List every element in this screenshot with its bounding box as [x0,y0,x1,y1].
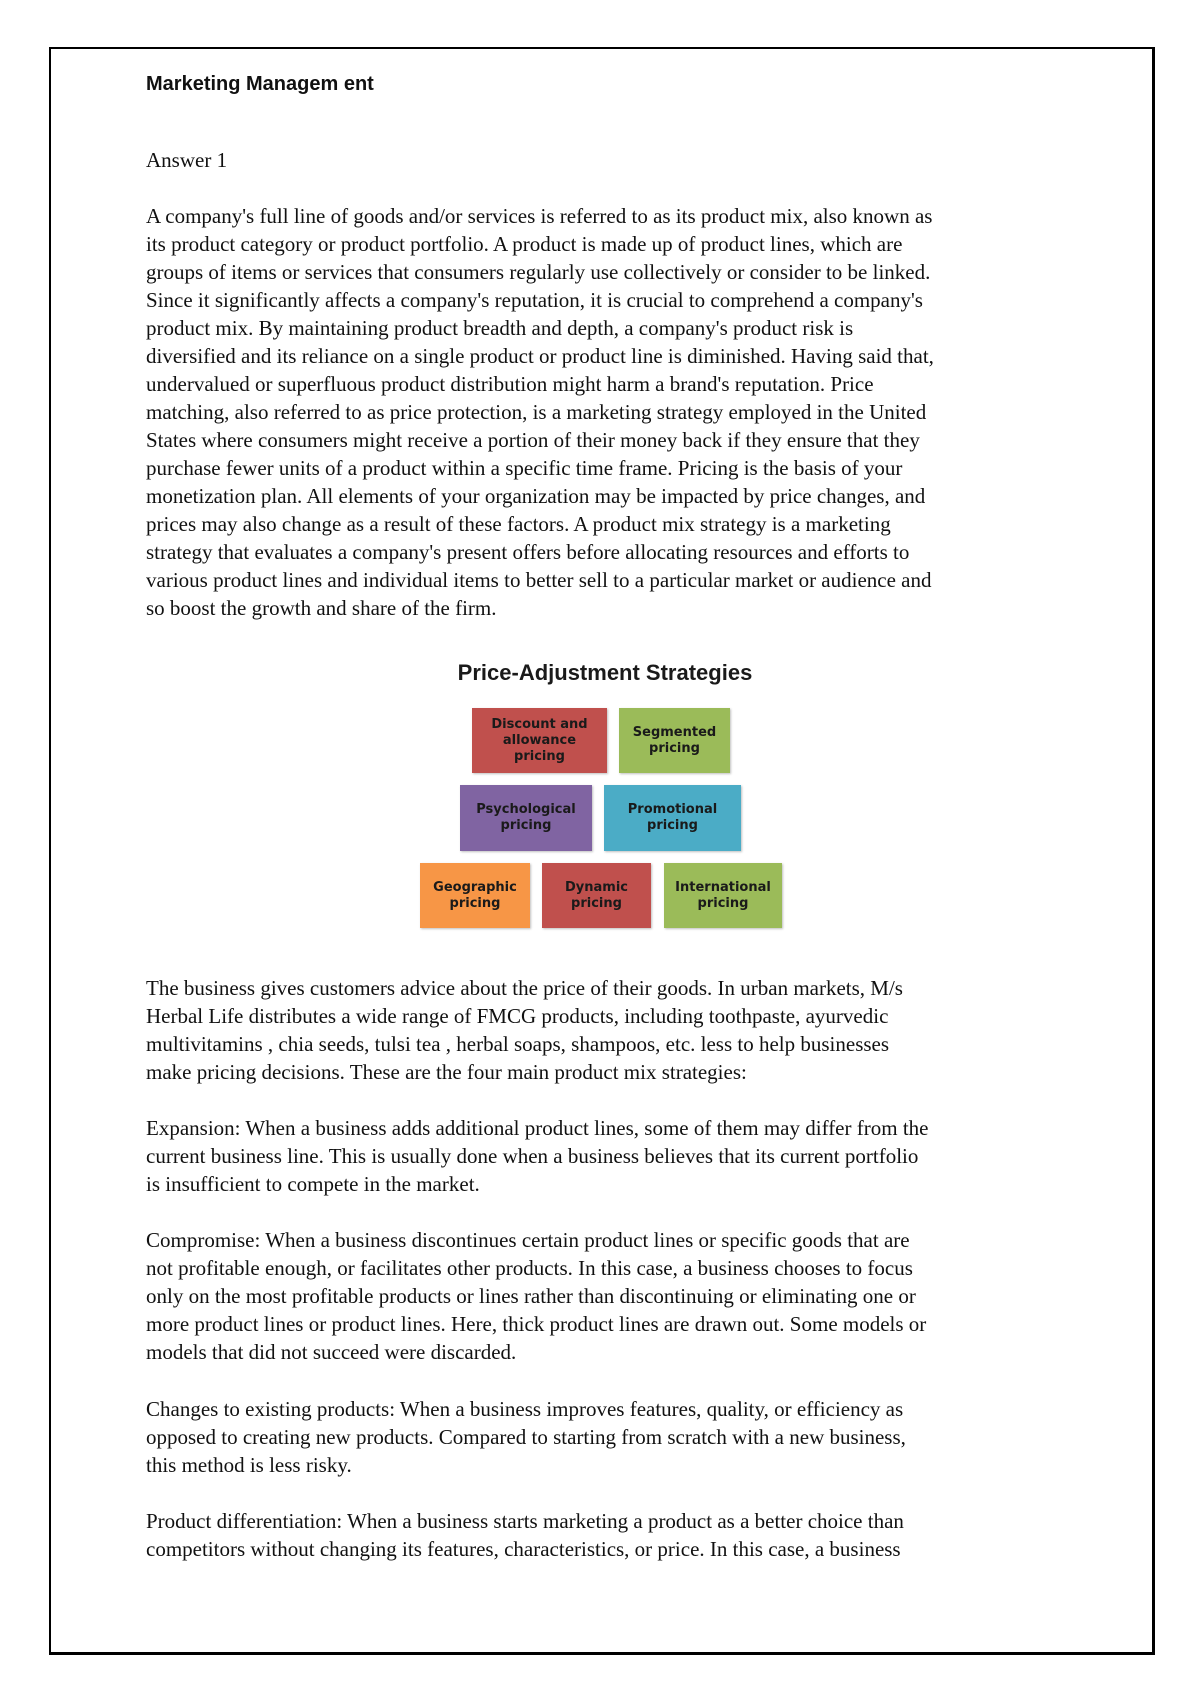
answer-heading: Answer 1 [146,148,228,172]
text-line: Since it significantly affects a company's reputation, it is crucial to comprehend a company's [146,288,923,312]
box-discount-allowance-pricing [472,708,607,773]
paragraph-expansion [146,1114,928,1198]
text-line: groups of items or services that consumers regularly use collectively or consider to be linked. [146,260,931,284]
text-line: monetization plan. All elements of your organization may be impacted by price changes, and [146,484,926,508]
text-line: so boost the growth and share of the firm. [146,596,497,620]
text-line: Product differentiation: When a business starts marketing a product as a better choice than [146,1509,904,1533]
box-label: Segmented pricing [632,724,717,756]
box-geographic-pricing [420,863,530,928]
box-label: Discount and allowance pricing [491,716,588,764]
paragraph-compromise [146,1226,926,1366]
paragraph-changes-existing-products [146,1395,906,1479]
text-line: is insufficient to compete in the market. [146,1172,480,1196]
paragraph-business-advice [146,974,903,1086]
text-line: undervalued or superfluous product distribution might harm a brand's reputation. Price [146,372,874,396]
diagram-title: Price-Adjustment Strategies [457,660,753,685]
document-title: Marketing Managem ent [146,73,374,95]
text-line: opposed to creating new products. Compared to starting from scratch with a new business, [146,1425,906,1449]
box-promotional-pricing [604,785,741,851]
text-line: current business line. This is usually done when a business believes that its current portfolio [146,1144,919,1168]
text-line: Expansion: When a business adds additional product lines, some of them may differ from the [146,1116,929,1140]
box-segmented-pricing [619,708,730,773]
box-psychological-pricing [460,785,592,851]
text-line: more product lines or product lines. Here, thick product lines are drawn out. Some models or [146,1312,927,1336]
text-line: Changes to existing products: When a business improves features, quality, or efficiency as [146,1397,904,1421]
text-line: strategy that evaluates a company's present offers before allocating resources and efforts to [146,540,910,564]
text-line: Herbal Life distributes a wide range of FMCG products, including toothpaste, ayurvedic [146,1004,889,1028]
text-line: product mix. By maintaining product breadth and depth, a company's product risk is [146,316,854,340]
text-line: multivitamins , chia seeds, tulsi tea , herbal soaps, shampoos, etc. less to help businesses [146,1032,890,1056]
text-line: matching, also referred to as price protection, is a marketing strategy employed in the United [146,400,927,424]
box-dynamic-pricing [542,863,651,928]
text-line: The business gives customers advice about the price of their goods. In urban markets, M/s [146,976,903,1000]
box-label: Dynamic pricing [564,879,628,911]
text-line: purchase fewer units of a product within a specific time frame. Pricing is the basis of your [146,456,903,480]
paragraph-product-differentiation [146,1507,904,1563]
text-line: Compromise: When a business discontinues certain product lines or specific goods that are [146,1228,910,1252]
text-line: various product lines and individual items to better sell to a particular market or audience and [146,568,932,592]
box-label: Psychological pricing [476,802,576,833]
text-line: diversified and its reliance on a single product or product line is diminished. Having said that, [146,344,934,368]
text-line: make pricing decisions. These are the four main product mix strategies: [146,1060,747,1084]
text-line: not profitable enough, or facilitates other products. In this case, a business chooses to focus [146,1256,913,1280]
text-line: competitors without changing its features, characteristics, or price. In this case, a business [146,1537,901,1561]
text-line: this method is less risky. [146,1453,352,1477]
text-line: only on the most profitable products or lines rather than discontinuing or eliminating one or [146,1284,916,1308]
text-line: prices may also change as a result of these factors. A product mix strategy is a marketing [146,512,891,536]
box-label: International pricing [675,879,771,911]
box-label: Geographic pricing [433,879,517,911]
paragraph-product-mix [146,202,934,622]
text-line: models that did not succeed were discarded. [146,1340,517,1364]
text-line: its product category or product portfolio. A product is made up of product lines, which are [146,232,903,256]
text-line: States where consumers might receive a portion of their money back if they ensure that they [146,428,920,452]
text-line: A company's full line of goods and/or services is referred to as its product mix, also known as [146,204,933,228]
box-international-pricing [664,863,782,928]
box-label: Promotional pricing [627,802,718,833]
